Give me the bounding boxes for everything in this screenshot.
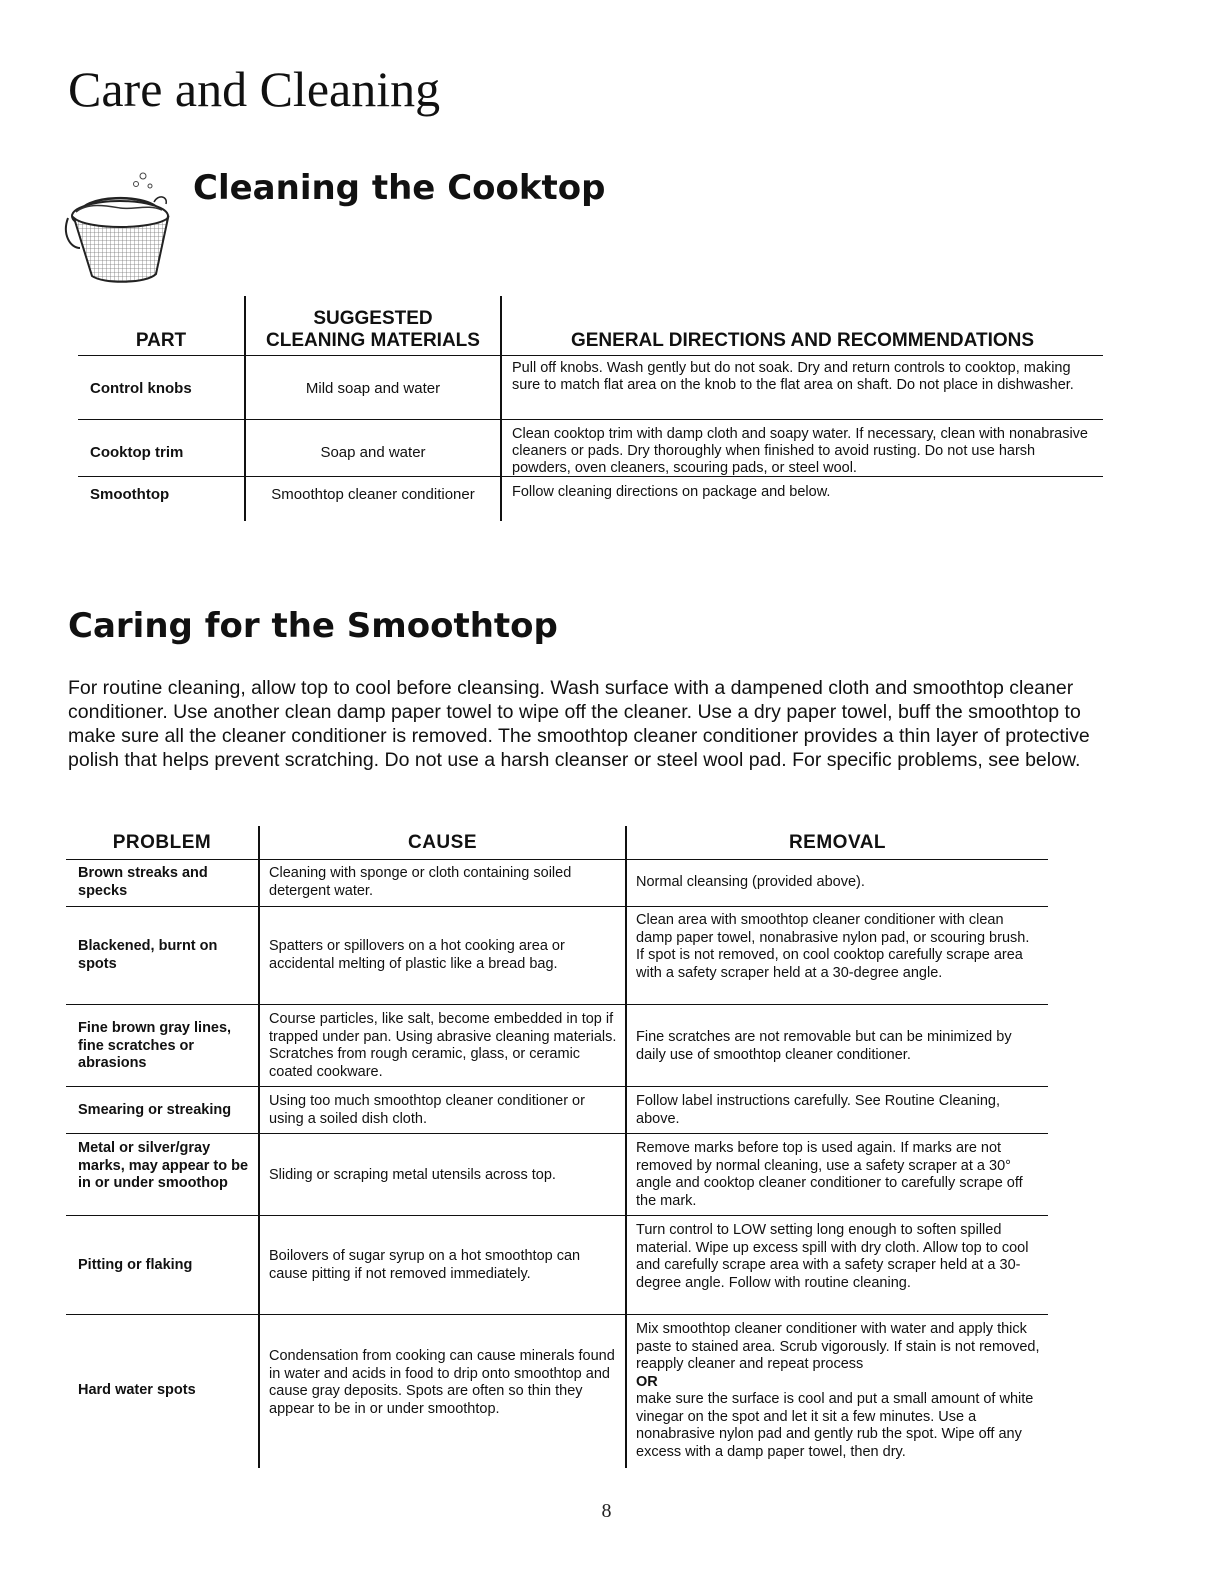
materials-cell: Soap and water xyxy=(320,444,426,461)
header-removal: REMOVAL xyxy=(788,832,887,853)
page-number: 8 xyxy=(601,1500,612,1522)
page-title: Care and Cleaning xyxy=(68,61,441,117)
header-directions: GENERAL DIRECTIONS AND RECOMMENDATIONS xyxy=(570,330,1035,351)
materials-cell: Smoothtop cleaner conditioner xyxy=(271,486,475,503)
cause-cell: Sliding or scraping metal utensils across top. xyxy=(269,1167,556,1183)
cause-cell: Boilovers of sugar syrup on a hot smoothtop can cause pitting if not removed immediately. xyxy=(269,1248,581,1282)
smoothtop-intro: For routine cleaning, allow top to cool before cleansing. Wash surface with a dampened cloth and smoothtop cleaner conditioner. Use another clean damp paper towel to wipe off the cleaner. Use a dry paper towel, buff the smoothtop to make sure all the cleaner conditioner is removed. The smoothtop cleaner conditioner provides a thin layer of protective polish that helps prevent scratching. Do not use a harsh cleanser or steel wool pad. For specific problems, see below. xyxy=(68,677,1090,771)
problem-cell: Smearing or streaking xyxy=(78,1102,232,1118)
removal-text-alt: If spot is not removed, on cool cooktop carefully scrape area with a safety scraper held at a 30-degree angle. xyxy=(636,947,1023,981)
materials-cell: Mild soap and water xyxy=(305,380,441,397)
problem-cell: Blackened, burnt on spots xyxy=(78,938,218,972)
removal-or: OR xyxy=(636,1373,658,1390)
problem-cell: Hard water spots xyxy=(78,1382,196,1398)
cause-cell: Cleaning with sponge or cloth containing soiled detergent water. xyxy=(269,865,572,899)
part-cell: Smoothtop xyxy=(90,486,170,503)
row-divider xyxy=(66,1314,1048,1315)
row-divider xyxy=(66,906,1048,907)
row-divider xyxy=(78,419,1103,420)
part-cell: Cooktop trim xyxy=(90,444,184,461)
header-problem: PROBLEM xyxy=(112,832,212,853)
problem-cell: Fine brown gray lines, fine scratches or abrasions xyxy=(78,1020,232,1071)
cause-cell: Condensation from cooking can cause minerals found in water and acids in food to drip onto smoothtop and cause gray deposits. Spots are often so thin they appear to be in or under smoothtop. xyxy=(269,1348,615,1417)
bucket-icon xyxy=(58,164,170,288)
directions-cell: Pull off knobs. Wash gently but do not soak. Dry and return controls to cooktop, making sure to match flat area on the knob to the flat area on shaft. Do not place in dishwasher. xyxy=(512,360,1074,393)
removal-cell xyxy=(636,1321,1041,1461)
column-divider xyxy=(258,826,260,1468)
row-divider xyxy=(66,1215,1048,1216)
row-divider xyxy=(66,1133,1048,1134)
header-materials-line1: SUGGESTED xyxy=(313,308,433,329)
header-part: PART xyxy=(135,330,187,351)
row-divider xyxy=(66,1004,1048,1005)
directions-cell: Clean cooktop trim with damp cloth and soapy water. If necessary, clean with nonabrasive cleaners or pads. Dry thoroughly when finished to avoid rusting. Do not use harsh powders, oven cleaners, scouring pads, or steel wool. xyxy=(512,426,1088,476)
problem-cell: Metal or silver/gray marks, may appear to be in or under smoothop xyxy=(78,1140,249,1191)
removal-cell: Turn control to LOW setting long enough to soften spilled material. Wipe up excess spill with dry cloth. Allow top to cool and carefully scrape area with a safety scraper held at a 30-degree angle. Follow with routine cleaning. xyxy=(636,1222,1029,1291)
removal-text-alt: make sure the surface is cool and put a small amount of white vinegar on the spot and let it sit a few minutes. Use a nonabrasive nylon pad and gently rub the spot. Wipe off any excess with a damp paper towel, then dry. xyxy=(636,1391,1034,1460)
removal-text: Clean area with smoothtop cleaner conditioner with clean damp paper towel, nonabrasive nylon pad, or scouring brush. xyxy=(636,912,1030,946)
directions-cell: Follow cleaning directions on package and below. xyxy=(512,484,831,500)
column-divider xyxy=(625,826,627,1468)
row-divider xyxy=(66,859,1048,860)
removal-cell: Normal cleansing (provided above). xyxy=(636,874,865,890)
removal-cell: Follow label instructions carefully. See Routine Cleaning, above. xyxy=(636,1093,1001,1127)
removal-cell xyxy=(636,912,1041,982)
cause-cell: Spatters or spillovers on a hot cooking area or accidental melting of plastic like a bread bag. xyxy=(269,938,565,972)
removal-cell: Remove marks before top is used again. If marks are not removed by normal cleaning, use a safety scraper at a 30° angle and cooktop cleaner conditioner to carefully scrape off the mark. xyxy=(636,1140,1023,1209)
cause-cell: Using too much smoothtop cleaner conditioner or using a soiled dish cloth. xyxy=(269,1093,585,1127)
part-cell: Control knobs xyxy=(90,380,192,397)
header-cause: CAUSE xyxy=(407,832,477,853)
removal-cell: Fine scratches are not removable but can be minimized by daily use of smoothtop cleaner conditioner. xyxy=(636,1029,1012,1063)
cause-cell: Course particles, like salt, become embedded in top if trapped under pan. Using abrasive cleaning materials. Scratches from rough ceramic, glass, or ceramic coated cookware. xyxy=(269,1011,617,1080)
problem-cell: Brown streaks and specks xyxy=(78,865,208,899)
cooktop-heading: Cleaning the Cooktop xyxy=(193,168,606,208)
problem-cell: Pitting or flaking xyxy=(78,1257,193,1273)
header-materials-line2: CLEANING MATERIALS xyxy=(266,330,480,351)
row-divider xyxy=(66,1086,1048,1087)
row-divider xyxy=(78,355,1103,356)
removal-text: Mix smoothtop cleaner conditioner with water and apply thick paste to stained area. Scrub vigorously. If stain is not removed, reapply cleaner and repeat process xyxy=(636,1321,1040,1372)
smoothtop-heading: Caring for the Smoothtop xyxy=(68,606,558,646)
row-divider xyxy=(78,476,1103,477)
